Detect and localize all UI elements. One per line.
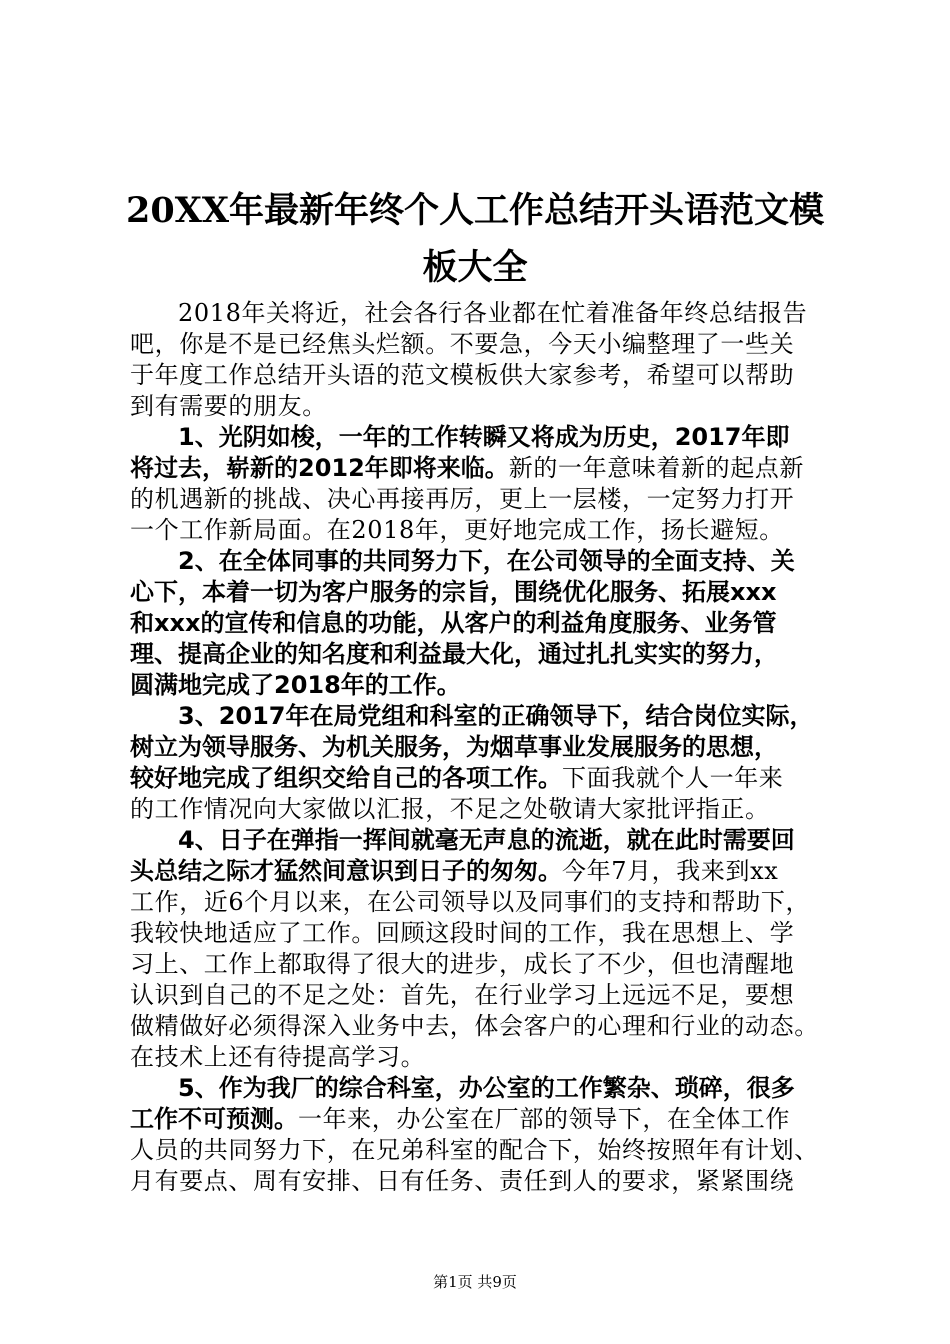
regular-segment: 新的一年意味着新的起点新 (508, 454, 804, 482)
body-line: 2、在全体同事的共同努力下，在公司领导的全面支持、关 (178, 547, 795, 575)
body-line: 2018年关将近，社会各行各业都在忙着准备年终总结报告 (178, 299, 808, 327)
regular-segment: 一年来，办公室在厂部的领导下，在全体工作 (298, 1105, 790, 1133)
body-line: 习上、工作上都取得了很大的进步，成长了不少，但也清醒地 (130, 950, 795, 978)
body-line: 的工作情况向大家做以汇报，不足之处敬请大家批评指正。 (130, 795, 770, 823)
body-line: 月有要点、周有安排、日有任务、责任到人的要求，紧紧围绕 (130, 1167, 795, 1195)
body-line: 一个工作新局面。在2018年，更好地完成工作，扬长避短。 (130, 516, 784, 544)
regular-segment: 下面我就个人一年来 (562, 764, 784, 792)
bold-segment: 工作不可预测。 (130, 1105, 298, 1133)
body-line: 树立为领导服务、为机关服务，为烟草事业发展服务的思想， (130, 733, 778, 761)
bold-segment: 头总结之际才猛然间意识到日子的匆匆。 (130, 857, 562, 885)
body-line: 做精做好必须得深入业务中去，体会客户的心理和行业的动态。 (130, 1012, 819, 1040)
regular-segment: 今年7月，我来到xx (562, 857, 779, 885)
body-line: 认识到自己的不足之处：首先，在行业学习上远远不足，要想 (130, 981, 795, 1009)
body-line: 3、2017年在局党组和科室的正确领导下，结合岗位实际， (178, 702, 814, 730)
body-line: 理、提高企业的知名度和利益最大化，通过扎扎实实的努力， (130, 640, 778, 668)
bold-segment: 较好地完成了组织交给自己的各项工作。 (130, 764, 562, 792)
body-line: 的机遇新的挑战、决心再接再厉，更上一层楼，一定努力打开 (130, 485, 795, 513)
body-line: 我较快地适应了工作。回顾这段时间的工作，我在思想上、学 (130, 919, 795, 947)
document-title-line-1: 20XX年最新年终个人工作总结开头语范文模 (125, 190, 825, 231)
document-title-line-2: 板大全 (422, 247, 528, 288)
page-number-footer: 第1页 共9页 (433, 1273, 517, 1291)
body-line: 和xxx的宣传和信息的功能，从客户的利益角度服务、业务管 (130, 609, 777, 637)
body-line-mixed (130, 763, 850, 793)
body-line: 人员的共同努力下，在兄弟科室的配合下，始终按照年有计划、 (130, 1136, 819, 1164)
body-line-mixed (130, 856, 850, 886)
bold-segment: 将过去，崭新的2012年即将来临。 (130, 454, 509, 482)
body-line-mixed (130, 453, 850, 483)
body-line-mixed (130, 1104, 850, 1134)
body-line: 5、作为我厂的综合科室，办公室的工作繁杂、琐碎，很多 (178, 1074, 795, 1102)
body-line: 1、光阴如梭，一年的工作转瞬又将成为历史，2017年即 (178, 423, 790, 451)
body-line: 于年度工作总结开头语的范文模板供大家参考，希望可以帮助 (130, 361, 795, 389)
body-line: 工作，近6个月以来，在公司领导以及同事们的支持和帮助下， (130, 888, 811, 916)
body-line: 到有需要的朋友。 (130, 392, 327, 420)
body-line: 在技术上还有待提高学习。 (130, 1043, 426, 1071)
body-line: 心下，本着一切为客户服务的宗旨，围绕优化服务、拓展xxx (130, 578, 777, 606)
body-line: 吧，你是不是已经焦头烂额。不要急，今天小编整理了一些关 (130, 330, 795, 358)
body-line: 4、日子在弹指一挥间就毫无声息的流逝，就在此时需要回 (178, 826, 795, 854)
body-line: 圆满地完成了2018年的工作。 (130, 671, 461, 699)
